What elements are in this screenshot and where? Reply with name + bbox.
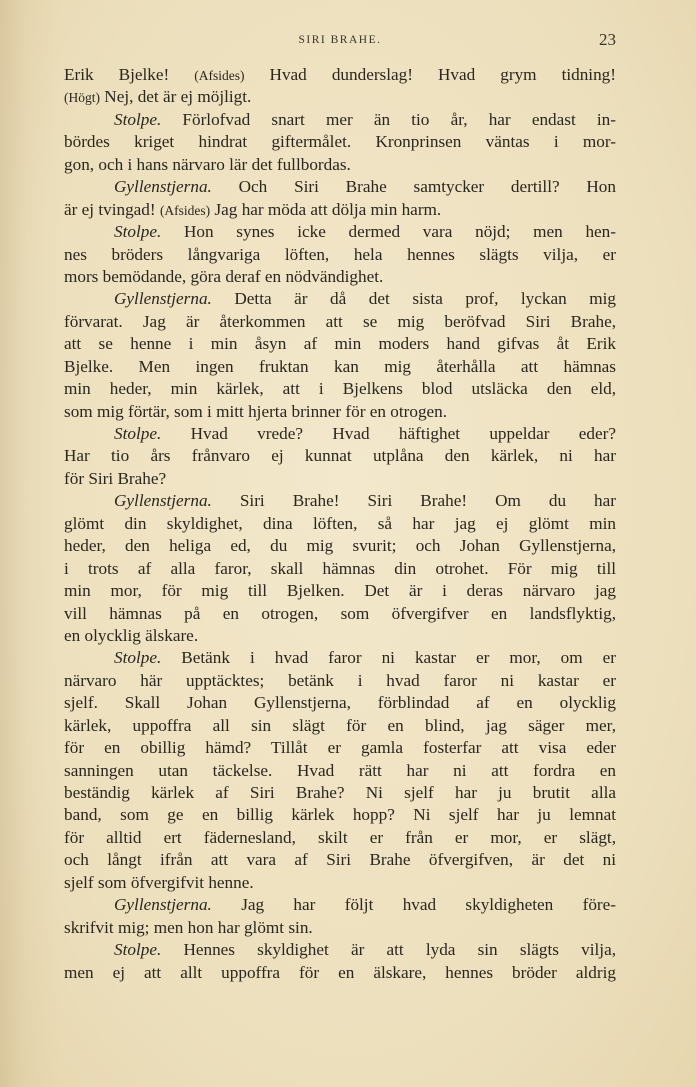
text-line: i trots af alla faror, skall hämnas din otrohet. För mig till bbox=[64, 558, 616, 578]
text-line: nes bröders långvariga löften, hela hennes slägts vilja, er bbox=[64, 244, 616, 264]
text-line: Stolpe. Hon synes icke dermed vara nöjd; men hen- bbox=[114, 222, 616, 242]
book-page bbox=[64, 30, 616, 984]
text-line: Gyllenstjerna. Jag har följt hvad skyldigheten före- bbox=[114, 895, 616, 915]
text-line: som mig förtär, som i mitt hjerta brinner för en otrogen. bbox=[64, 401, 448, 421]
text-line: min heder, min kärlek, att i Bjelkens blod utsläcka den eld, bbox=[64, 379, 616, 399]
text-line: men ej att allt uppoffra för en älskare, hennes bröder aldrig bbox=[64, 962, 616, 982]
text-line: (Högt) Nej, det är ej möjligt. bbox=[64, 87, 252, 107]
text-line: Gyllenstjerna. Detta är då det sista prof, lyckan mig bbox=[114, 289, 616, 309]
text-line: Gyllenstjerna. Och Siri Brahe samtycker dertill? Hon bbox=[114, 177, 616, 197]
text-line: heder, den heliga ed, du mig svurit; och Johan Gyllenstjerna, bbox=[64, 536, 616, 556]
text-line: närvaro här upptäcktes; betänk i hvad faror ni kastar er bbox=[64, 670, 616, 690]
text-line: Stolpe. Förlofvad snart mer än tio år, har endast in- bbox=[114, 109, 616, 129]
text-line: Bjelke. Men ingen fruktan kan mig återhålla att hämnas bbox=[64, 356, 616, 376]
text-line: vill hämnas på en otrogen, som öfvergifver en landsflyktig, bbox=[64, 603, 616, 623]
text-line: Stolpe. Betänk i hvad faror ni kastar er mor, om er bbox=[114, 648, 616, 668]
body-text bbox=[64, 64, 616, 984]
text-line: Erik Bjelke! (Afsides) Hvad dunderslag! Hvad grym tidning! bbox=[64, 65, 616, 84]
page-number: 23 bbox=[599, 30, 616, 49]
text-line: glömt din skyldighet, dina löften, så har jag ej glömt min bbox=[64, 513, 616, 533]
text-line: beständig kärlek af Siri Brahe? Ni sjelf har ju brutit alla bbox=[64, 783, 616, 802]
text-line: kärlek, uppoffra all sin slägt för en blind, jag säger mer, bbox=[64, 715, 616, 735]
text-line: Stolpe. Hennes skyldighet är att lyda sin slägts vilja, bbox=[114, 940, 616, 960]
text-line: sanningen utan täckelse. Hvad rätt har ni att fordra en bbox=[64, 760, 616, 780]
text-line: skrifvit mig; men hon har glömt sin. bbox=[64, 917, 313, 937]
text-line: och långt ifrån att vara af Siri Brahe öfvergifven, är det ni bbox=[64, 850, 616, 870]
text-line: för en obillig hämd? Tillåt er gamla fosterfar att visa eder bbox=[64, 738, 616, 758]
page-header bbox=[64, 30, 616, 64]
text-line: mors bemödande, göra deraf en nödvändighet. bbox=[64, 266, 384, 286]
text-line: sjelf. Skall Johan Gyllenstjerna, förblindad af en olycklig bbox=[64, 693, 616, 713]
text-line: Har tio års frånvaro ej kunnat utplåna den kärlek, ni har bbox=[64, 446, 616, 466]
text-line: min mor, för mig till Bjelken. Det är i deras närvaro jag bbox=[64, 581, 616, 601]
text-line: Gyllenstjerna. Siri Brahe! Siri Brahe! Om du har bbox=[114, 491, 616, 511]
running-head: SIRI BRAHE. bbox=[298, 34, 382, 46]
text-line: att se henne i min åsyn af min moders hand gifvas åt Erik bbox=[64, 334, 616, 354]
text-line: för alltid ert fädernesland, skilt er från er mor, er slägt, bbox=[64, 827, 616, 847]
text-line: för Siri Brahe? bbox=[64, 468, 167, 488]
text-line: en olycklig älskare. bbox=[64, 625, 199, 645]
text-line: förvarat. Jag är återkommen att se mig beröfvad Siri Brahe, bbox=[64, 311, 616, 331]
text-line: band, som ge en billig kärlek hopp? Ni sjelf har ju lemnat bbox=[64, 805, 616, 825]
text-line: sjelf som öfvergifvit henne. bbox=[64, 872, 254, 892]
text-line: är ej tvingad! (Afsides) Jag har möda att dölja min harm. bbox=[64, 199, 442, 219]
text-line: Stolpe. Hvad vrede? Hvad häftighet uppeldar eder? bbox=[114, 424, 616, 443]
text-line: gon, och i hans närvaro lär det fullbordas. bbox=[64, 154, 351, 174]
text-line: bördes kriget hindrat giftermålet. Kronprinsen väntas i mor- bbox=[64, 132, 616, 152]
